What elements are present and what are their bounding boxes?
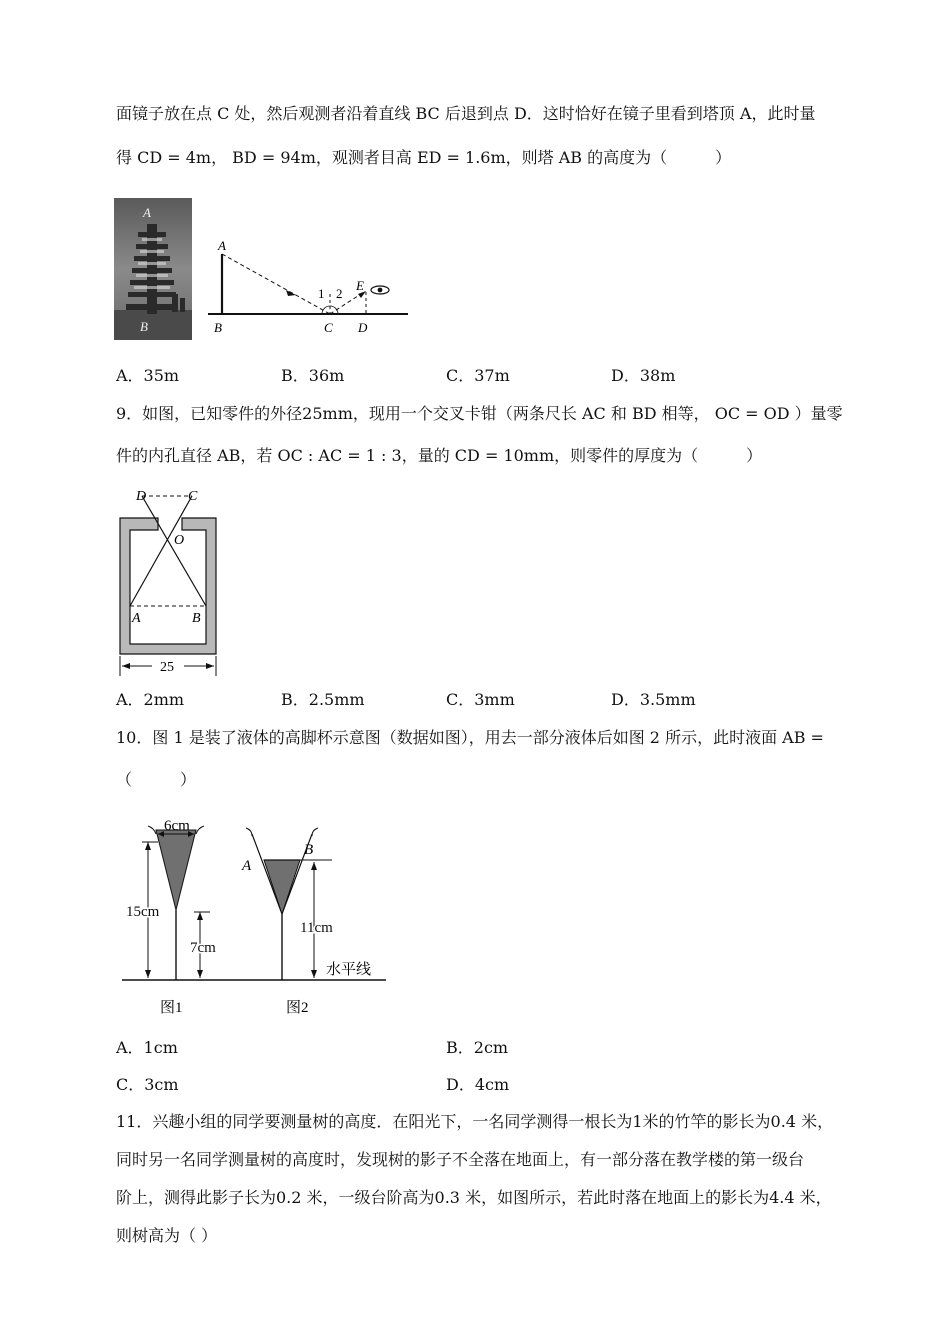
q10-option-c[interactable]: C．3cm: [116, 1075, 179, 1094]
q8-text-line2: 得 CD = 4m， BD = 94m，观测者目高 ED = 1.6m，则塔 AB 的高度为（ ）: [116, 148, 732, 167]
q10-option-a[interactable]: A．1cm: [116, 1038, 178, 1057]
q8-option-b[interactable]: B．36m: [281, 366, 345, 385]
diagram-label-c: C: [324, 320, 333, 335]
goblet2-label-b: B: [304, 842, 314, 858]
goblet2-height-label: 11cm: [300, 920, 333, 936]
angle-label-1: 1: [318, 286, 325, 301]
q11-text-line4: 则树高为（ ）: [116, 1226, 218, 1245]
q11-text-line1: 11．兴趣小组的同学要测量树的高度．在阳光下，一名同学测得一根长为1米的竹竿的影长为0.4 米，: [116, 1112, 834, 1131]
q9-option-d[interactable]: D．3.5mm: [611, 690, 696, 709]
diagram-label-a: A: [218, 238, 226, 253]
goblet-diagram: [118, 810, 390, 1020]
q11-text-line2: 同时另一名同学测量树的高度时，发现树的影子不全落在地面上，有一部分落在教学楼的第一级台: [116, 1150, 805, 1169]
goblet1-stem-label: 7cm: [190, 940, 216, 956]
q10-text-line2: （ ）: [116, 770, 197, 789]
horizon-label: 水平线: [326, 962, 372, 978]
q10-text-line1: 10．图 1 是装了液体的高脚杯示意图（数据如图），用去一部分液体后如图 2 所示，此时液面 AB =: [116, 728, 824, 747]
caliper-label-o: O: [174, 533, 185, 548]
q9-option-c[interactable]: C．3mm: [446, 690, 515, 709]
diagram-label-b: B: [214, 320, 222, 335]
goblet1-width-label: 6cm: [164, 818, 190, 834]
q10-option-d[interactable]: D．4cm: [446, 1075, 510, 1094]
photo-label-b: B: [140, 319, 148, 334]
mirror-diagram: [200, 232, 420, 342]
caliper-diagram: [110, 482, 230, 678]
q9-text-line2: 件的内孔直径 AB，若 OC : AC = 1 : 3，量的 CD = 10mm，则零件的厚度为（ ）: [116, 446, 763, 465]
pagoda-photo: [114, 198, 192, 340]
q8-option-c[interactable]: C．37m: [446, 366, 510, 385]
q8-text-line1: 面镜子放在点 C 处，然后观测者沿着直线 BC 后退到点 D．这时恰好在镜子里看到塔顶 A，此时量: [116, 104, 816, 123]
q9-option-b[interactable]: B．2.5mm: [281, 690, 365, 709]
figure2-caption: 图2: [286, 1000, 309, 1016]
photo-label-a: A: [143, 205, 151, 220]
caliper-label-c: C: [188, 489, 198, 504]
q9-option-a[interactable]: A．2mm: [116, 690, 185, 709]
caliper-width-label: 25: [160, 660, 174, 675]
q11-text-line3: 阶上，测得此影子长为0.2 米，一级台阶高为0.3 米，如图所示，若此时落在地面上的影长为4.4 米，: [116, 1188, 832, 1207]
caliper-label-b: B: [192, 611, 201, 626]
q9-text-line1: 9．如图，已知零件的外径25mm，现用一个交叉卡钳（两条尺长 AC 和 BD 相等， OC = OD ）量零: [116, 404, 843, 423]
diagram-label-d: D: [358, 320, 368, 335]
q8-option-d[interactable]: D．38m: [611, 366, 676, 385]
goblet1-height-label: 15cm: [126, 904, 160, 920]
angle-label-2: 2: [336, 286, 343, 301]
q8-option-a[interactable]: A．35m: [116, 366, 180, 385]
q10-option-b[interactable]: B．2cm: [446, 1038, 509, 1057]
figure1-caption: 图1: [160, 1000, 183, 1016]
caliper-label-a: A: [132, 611, 141, 626]
diagram-label-e: E: [356, 278, 364, 293]
caliper-label-d: D: [136, 489, 147, 504]
goblet2-label-a: A: [242, 858, 252, 874]
